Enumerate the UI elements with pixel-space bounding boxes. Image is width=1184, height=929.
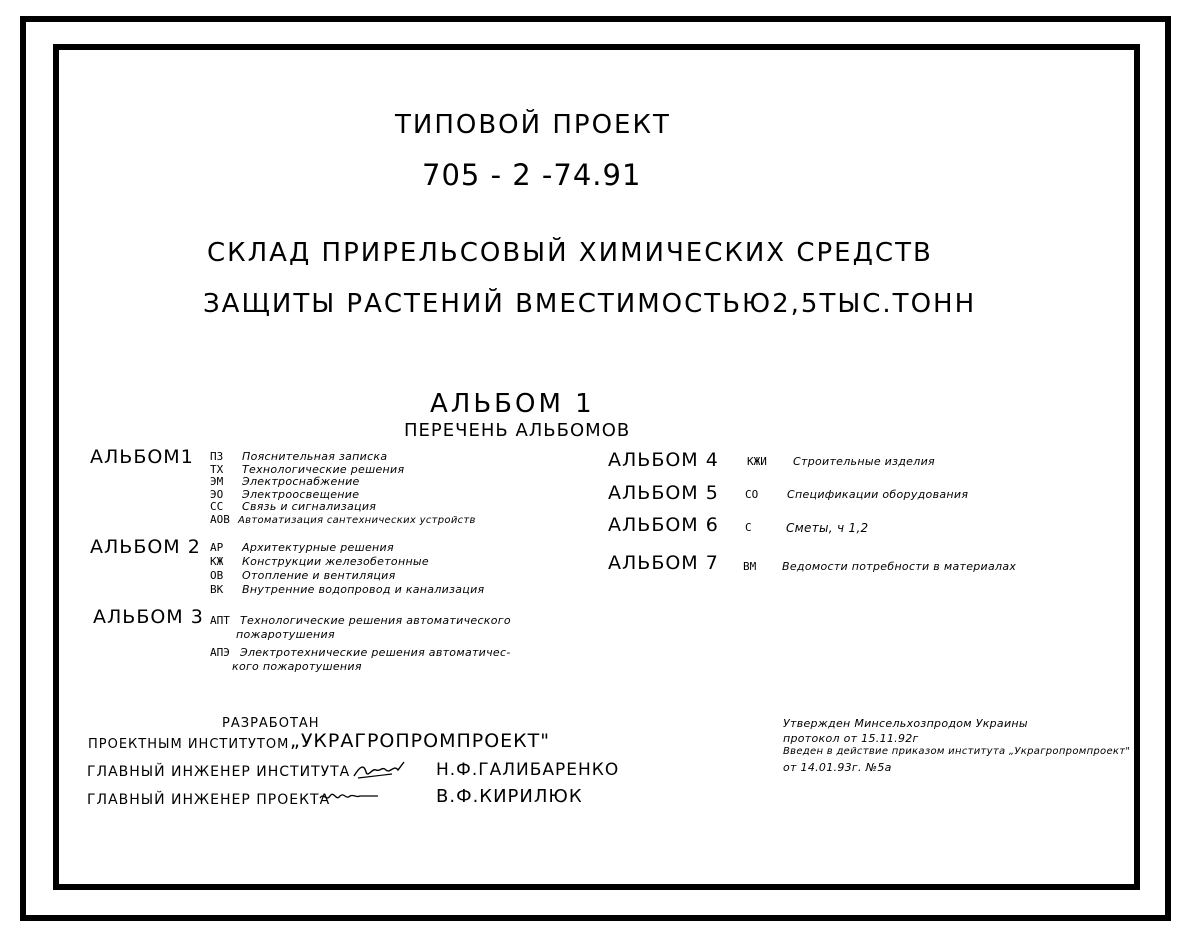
chief-institute-signature [352,758,408,782]
album-4-code: КЖИ [747,455,767,468]
section-code: ОВ [210,569,224,582]
section-code: ПЗ [210,450,224,463]
approval-line-2: протокол от 15.11.92г [783,732,919,745]
album-4-title: Строительные изделия [793,455,935,468]
section-title: Внутренние водопровод и канализация [242,583,485,596]
section-code: ТХ [210,462,224,476]
section-title: Пояснительная записка [242,450,388,463]
institute-name: „УКРАГРОПРОМПРОЕКТ" [290,730,550,752]
album-5-label: АЛЬБОМ 5 [608,482,719,504]
developed-label: РАЗРАБОТАН [222,716,320,731]
section-title: Отопление и вентиляция [242,569,396,582]
list-item [210,541,484,555]
list-item [210,555,484,569]
section-title-continued: пожаротушения [236,628,335,641]
album-2-label: АЛЬБОМ 2 [90,536,201,558]
section-code: АПЭ [210,646,230,659]
section-code: ВК [210,583,224,596]
album-2-list [210,541,484,597]
album-7-title: Ведомости потребности в материалах [782,560,1017,573]
chief-project-title: ГЛАВНЫЙ ИНЖЕНЕР ПРОЕКТА [87,792,331,808]
chief-project-signature [318,786,380,806]
chief-institute-name: Н.Ф.ГАЛИБАРЕНКО [436,760,620,780]
chief-institute-title: ГЛАВНЫЙ ИНЖЕНЕР ИНСТИТУТА [87,764,351,780]
album-7-code: ВМ [743,560,757,573]
list-item [210,451,476,464]
section-code: АР [210,541,224,554]
album-heading: АЛЬБОМ 1 [430,389,595,419]
list-item [210,569,484,583]
section-title: Автоматизация сантехнических устройств [238,514,476,526]
approval-line-1: Утвержден Минсельхозпродом Украины [783,717,1028,730]
section-title: Электротехнические решения автоматичес- [240,646,511,659]
album-6-title: Сметы, ч 1,2 [786,521,869,535]
section-code: ЭО [210,487,224,501]
album-5-code: СО [745,488,759,501]
list-item [210,614,511,628]
section-title: Электроосвещение [242,487,360,501]
project-type: ТИПОВОЙ ПРОЕКТ [395,110,671,140]
section-title: Технологические решения автоматического [240,614,511,627]
section-code: СС [210,500,224,513]
album-6-code: С [745,521,752,534]
list-item [210,646,511,660]
album-1-label: АЛЬБОМ1 [90,446,194,468]
list-item [210,514,476,528]
list-item [210,583,484,597]
title-line-2: ЗАЩИТЫ РАСТЕНИЙ ВМЕСТИМОСТЬЮ2,5ТЫС.ТОНН [203,289,977,319]
approval-line-3: Введен в действие приказом института „Украгропромпроект" [783,746,1131,757]
section-title: Связь и сигнализация [242,500,377,513]
project-number: 705 - 2 -74.91 [422,158,642,192]
title-line-1: СКЛАД ПРИРЕЛЬСОВЫЙ ХИМИЧЕСКИХ СРЕДСТВ [207,238,933,268]
album-3-list [210,614,511,674]
list-item [210,476,476,489]
album-7-label: АЛЬБОМ 7 [608,552,719,574]
section-title: Конструкции железобетонные [242,555,429,568]
album-5-title: Спецификации оборудования [787,488,969,501]
institute-prefix: ПРОЕКТНЫМ ИНСТИТУТОМ [88,737,290,752]
section-code: ЭМ [210,475,224,488]
album-1-list [210,451,476,527]
album-4-label: АЛЬБОМ 4 [608,449,719,471]
section-title-continued: кого пожаротушения [232,660,362,673]
section-title: Электроснабжение [242,475,360,488]
section-code: АПТ [210,614,230,627]
album-subheading: ПЕРЕЧЕНЬ АЛЬБОМОВ [404,420,631,441]
section-code: КЖ [210,555,224,568]
list-item [210,501,476,514]
chief-project-name: В.Ф.КИРИЛЮК [436,786,583,807]
album-3-label: АЛЬБОМ 3 [93,606,204,628]
album-6-label: АЛЬБОМ 6 [608,514,719,536]
section-code: АОВ [210,512,230,526]
section-title: Архитектурные решения [242,541,394,554]
section-title: Технологические решения [242,462,405,476]
approval-line-4: от 14.01.93г. №5а [783,761,892,774]
